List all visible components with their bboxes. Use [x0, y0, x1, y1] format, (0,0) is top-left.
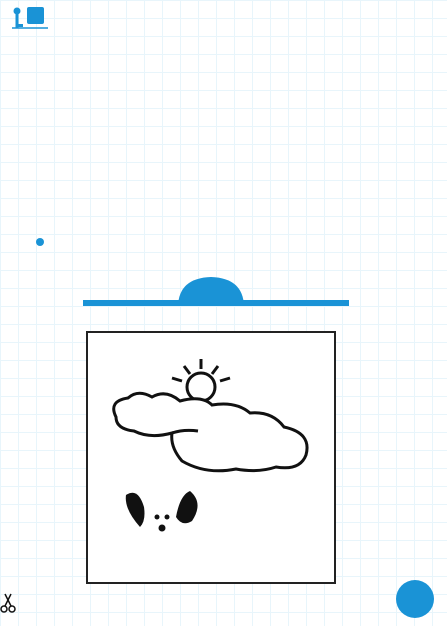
dots-banner: [83, 274, 349, 314]
dot-picture: [86, 331, 336, 584]
page-number: [396, 580, 434, 618]
bullet-dot: [36, 238, 44, 246]
dog-face-icon: [126, 491, 198, 532]
cloud-shape: [114, 393, 307, 471]
scissors-icon: [0, 592, 16, 614]
task-number-badge: [27, 7, 44, 24]
sun-icon: [172, 359, 230, 401]
